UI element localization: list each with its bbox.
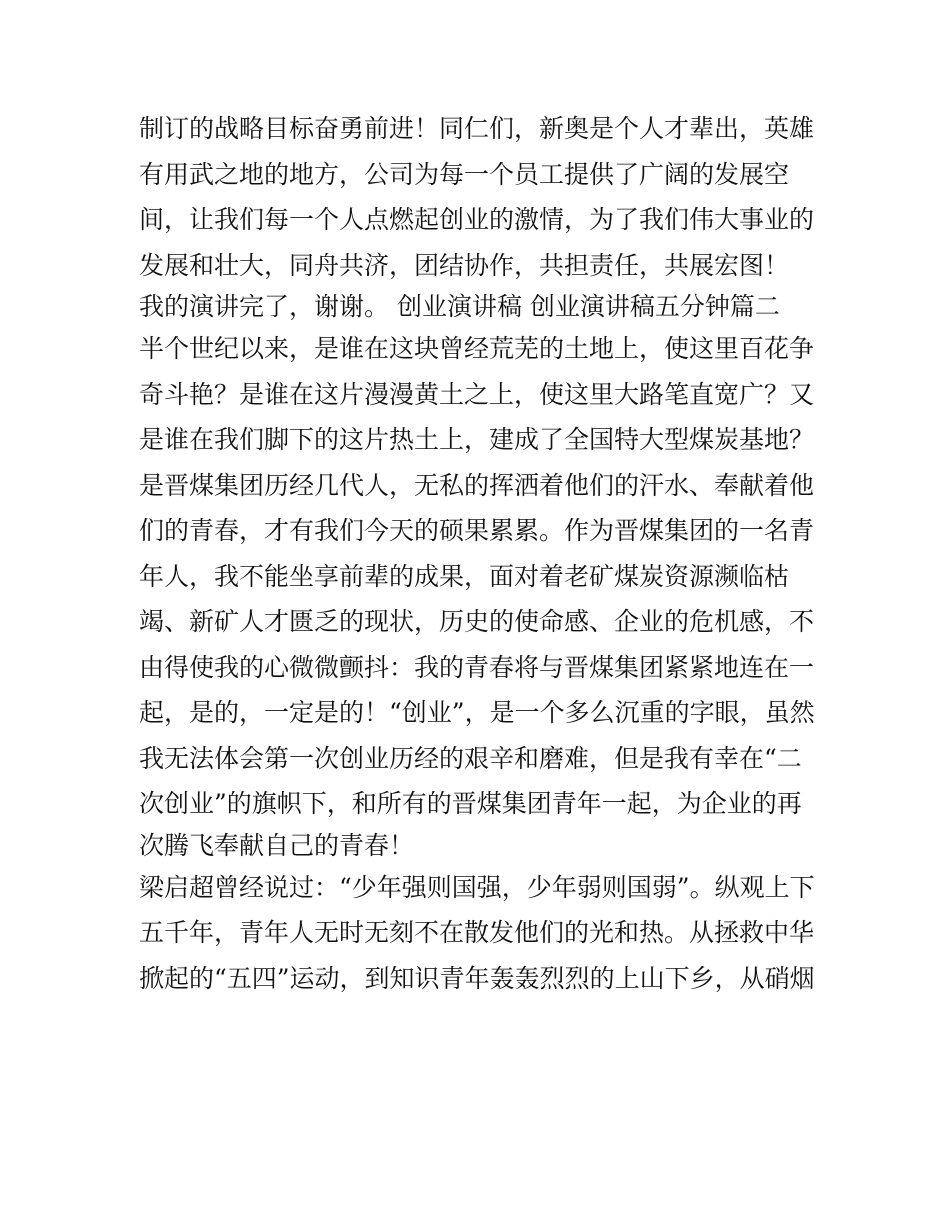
- text-line: 有用武之地的地方，公司为每一个员工提供了广阔的发展空: [139, 159, 790, 189]
- text-line: 次创业”的旗帜下，和所有的晋煤集团青年一起，为企业的再: [139, 789, 802, 818]
- text-line: 由得使我的心微微颤抖：我的青春将与晋煤集团紧紧地连在一: [139, 652, 815, 682]
- text-line: 是晋煤集团历经几代人，无私的挥洒着他们的汗水、奉献着他: [139, 470, 815, 500]
- text-line: 制订的战略目标奋勇前进！同仁们，新奥是个人才辈出，英雄: [139, 114, 815, 143]
- text-line: 间，让我们每一个人点燃起创业的激情，为了我们伟大事业的: [139, 205, 815, 234]
- text-line: 我的演讲完了，谢谢。 创业演讲稿 创业演讲稿五分钟篇二: [139, 292, 780, 321]
- text-line: 五千年，青年人无时无刻不在散发他们的光和热。从拯救中华: [139, 918, 815, 947]
- text-line: 起，是的，一定是的！“创业”，是一个多么沉重的字眼，虽然: [139, 698, 815, 727]
- text-line: 奇斗艳？是谁在这片漫漫黄土之上，使这里大路笔直宽广？又: [139, 379, 815, 409]
- body-text: [139, 106, 819, 1001]
- text-line: 们的青春，才有我们今天的硕果累累。作为晋煤集团的一名青: [139, 516, 815, 545]
- text-line: 掀起的“五四”运动，到知识青年轰轰烈烈的上山下乡，从硝烟: [139, 963, 815, 993]
- text-line: 年人，我不能坐享前辈的成果，面对着老矿煤炭资源濒临枯: [139, 561, 790, 591]
- text-line: 我无法体会第一次创业历经的艰辛和磨难，但是我有幸在“二: [139, 743, 802, 773]
- text-line: 半个世纪以来，是谁在这块曾经荒芜的土地上，使这里百花争: [139, 334, 815, 363]
- text-line: 梁启超曾经说过：“少年强则国强，少年弱则国弱”。纵观上下: [139, 872, 815, 902]
- text-line: 次腾飞奉献自己的青春！: [139, 830, 415, 860]
- text-line: 发展和壮大，同舟共济，团结协作，共担责任，共展宏图！: [139, 250, 790, 280]
- text-line: 是谁在我们脚下的这片热土上，建成了全国特大型煤炭基地？: [139, 425, 815, 454]
- text-line: 竭、新矿人才匮乏的现状，历史的使命感、企业的危机感，不: [139, 607, 815, 636]
